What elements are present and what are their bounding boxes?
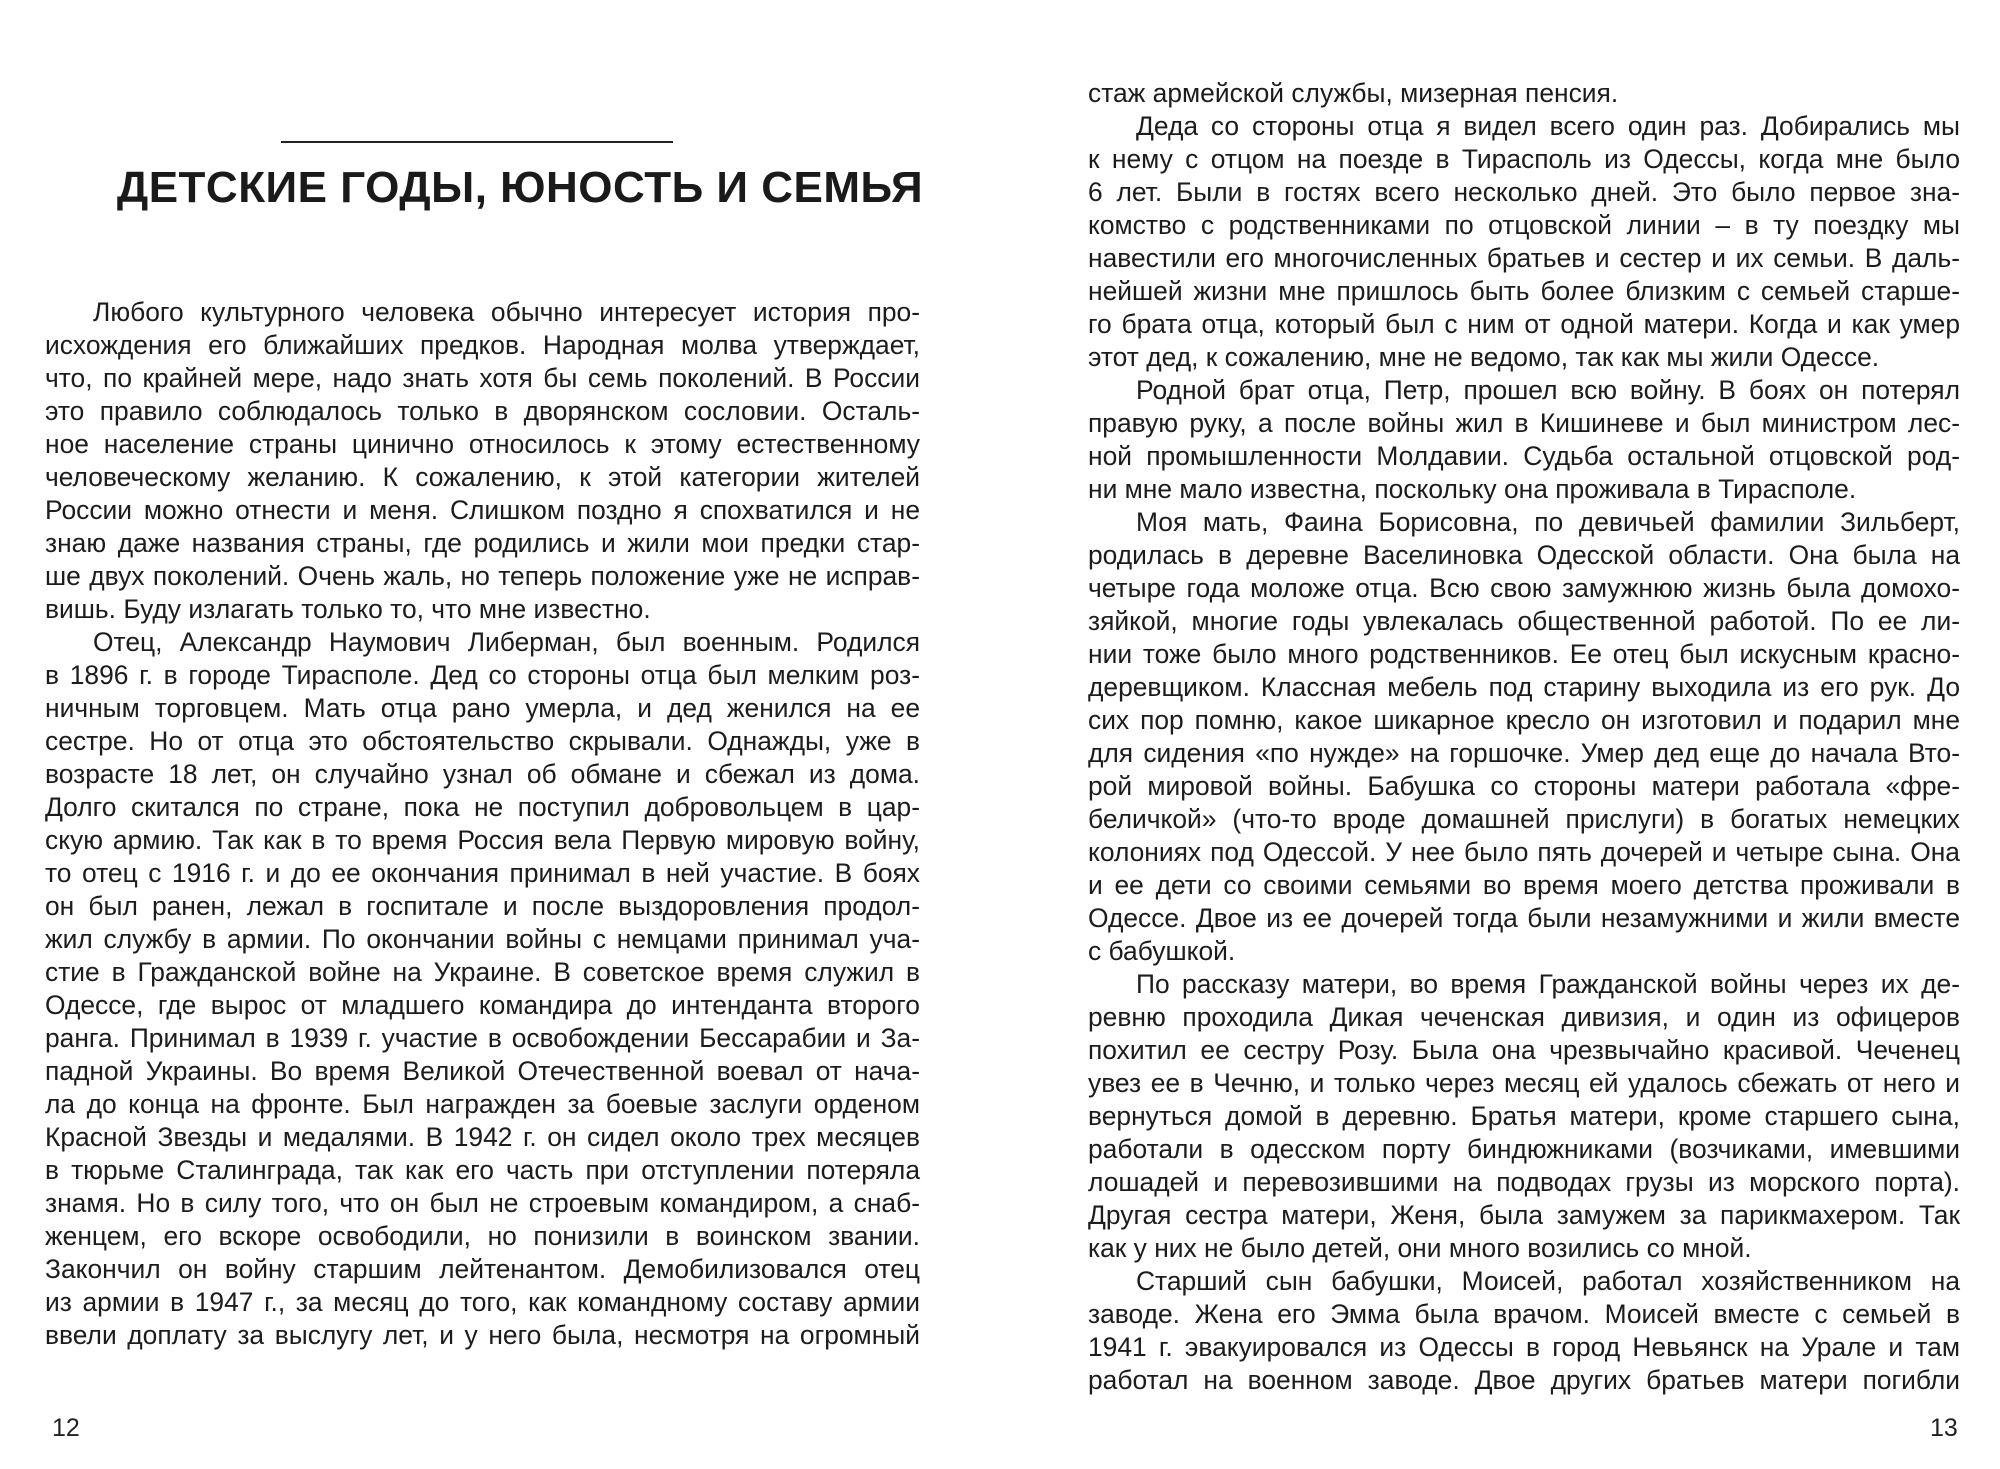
text-line: увез ее в Чечню, и только через месяц ей удалось сбежать от него и [1088,1068,1960,1098]
text-line: ничным торговцем. Мать отца рано умерла, и дед женился на ее [45,693,920,723]
page-number: 12 [52,1414,80,1442]
text-line: ранга. Принимал в 1939 г. участие в освобождении Бессарабии и За- [45,1023,920,1053]
text-line: По рассказу матери, во время Гражданской войны через их де- [1136,969,1960,999]
text-line: жил службу в армии. По окончании войны с немцами принимал уча- [45,924,920,954]
text-line: беличкой» (что-то вроде домашней прислуги) в богатых немецких [1088,804,1960,834]
text-line: деревщиком. Классная мебель под старину выходила из его рук. До [1088,672,1960,702]
text-line: 1941 г. эвакуировался из Одессы в город Невьянск на Урале и там [1088,1332,1960,1362]
text-line: Другая сестра матери, Женя, была замужем за парикмахером. Так [1088,1200,1960,1230]
text-line: ла до конца на фронте. Был награжден за боевые заслуги орденом [45,1089,920,1119]
text-line: нейшей жизни мне пришлось быть более близким с семьей старше- [1088,276,1960,306]
text-line: Долго скитался по стране, пока не поступил добровольцем в цар- [45,792,920,822]
text-line: Красной Звезды и медалями. В 1942 г. он сидел около трех месяцев [45,1122,920,1152]
text-line: возрасте 18 лет, он случайно узнал об обмане и сбежал из дома. [45,759,920,789]
text-line: навестили его многочисленных братьев и сестер и их семьи. В даль- [1088,243,1960,273]
text-line: человеческому желанию. К сожалению, к этой категории жителей [45,462,920,492]
text-line: ше двух поколений. Очень жаль, но теперь положение уже не исправ- [45,561,920,591]
text-line: и ее дети со своими семьями во время моего детства проживали в [1088,870,1960,900]
text-line: работал на военном заводе. Двое других братьев матери погибли [1088,1365,1960,1395]
text-line: родилась в деревне Васелиновка Одесской области. Она была на [1088,540,1960,570]
text-line: ное население страны цинично относилось к этому естественному [45,429,920,459]
text-line: го брата отца, который был с ним от одной матери. Когда и как умер [1088,309,1960,339]
text-line: из армии в 1947 г., за месяц до того, как командному составу армии [45,1287,920,1317]
title-rule [281,141,673,143]
text-line: Любого культурного человека обычно интересует история про- [93,297,920,327]
text-line: комство с родственниками по отцовской линии – в ту поездку мы [1088,210,1960,240]
text-line: рой мировой войны. Бабушка со стороны матери работала «фре- [1088,771,1960,801]
text-line: этот дед, к сожалению, мне не ведомо, так как мы жили Одессе. [1088,342,1880,372]
text-line: Одессе, где вырос от младшего командира до интенданта второго [45,990,920,1020]
text-line: сих пор помню, какое шикарное кресло он изготовил и подарил мне [1088,705,1960,735]
text-line: похитил ее сестру Розу. Была она чрезвычайно красивой. Чеченец [1088,1035,1960,1065]
text-line: он был ранен, лежал в госпитале и после выздоровления продол- [45,891,920,921]
text-line: знамя. Но в силу того, что он был не строевым командиром, а снаб- [45,1188,920,1218]
text-line: к нему с отцом на поезде в Тирасполь из Одессы, когда мне было [1088,144,1960,174]
text-line: ной промышленности Молдавии. Судьба остальной отцовской род- [1088,441,1960,471]
text-line: это правило соблюдалось только в дворянском сословии. Осталь- [45,396,920,426]
text-line: лошадей и перевозившими на подводах грузы из морского порта). [1088,1167,1960,1197]
text-line: женцем, его вскоре освободили, но понизили в воинском звании. [45,1221,920,1251]
text-line: сестре. Но от отца это обстоятельство скрывали. Однажды, уже в [45,726,920,756]
text-line: нии тоже было много родственников. Ее отец был искусным красно- [1088,639,1960,669]
text-line: правую руку, а после войны жил в Кишиневе и был министром лес- [1088,408,1960,438]
chapter-title: ДЕТСКИЕ ГОДЫ, ЮНОСТЬ И СЕМЬЯ [116,163,924,212]
text-line: работали в одесском порту биндюжниками (возчиками, имевшими [1088,1134,1960,1164]
text-line: в тюрьме Сталинграда, так как его часть при отступлении потеряла [45,1155,920,1185]
text-line: в 1896 г. в городе Тирасполе. Дед со стороны отца был мелким роз- [45,660,920,690]
text-line: заводе. Жена его Эмма была врачом. Моисей вместе с семьей в [1088,1299,1960,1329]
text-line: для сидения «по нужде» на горшочке. Умер дед еще до начала Вто- [1088,738,1960,768]
text-line: падной Украины. Во время Великой Отечественной воевал от нача- [45,1056,920,1086]
text-line: Родной брат отца, Петр, прошел всю войну. В боях он потерял [1136,375,1960,405]
text-line: вишь. Буду излагать только то, что мне известно. [45,594,651,624]
text-line: стаж армейской службы, мизерная пенсия. [1088,78,1619,108]
text-line: с бабушкой. [1088,936,1236,966]
text-line: что, по крайней мере, надо знать хотя бы семь поколений. В России [45,363,920,393]
text-line: 6 лет. Были в гостях всего несколько дней. Это было первое зна- [1088,177,1960,207]
text-line: России можно отнести и меня. Слишком поздно я спохватился и не [45,495,920,525]
text-line: вернуться домой в деревню. Братья матери, кроме старшего сына, [1088,1101,1960,1131]
text-line: четыре года моложе отца. Всю свою замужнюю жизнь была домохо- [1088,573,1960,603]
text-line: как у них не было детей, они много возились со мной. [1088,1233,1752,1263]
text-line: Старший сын бабушки, Моисей, работал хозяйственником на [1136,1266,1960,1296]
text-line: Отец, Александр Наумович Либерман, был военным. Родился [93,627,920,657]
text-line: зяйкой, многие годы увлекалась общественной работой. По ее ли- [1088,606,1960,636]
page-number: 13 [1930,1414,1958,1442]
text-line: ревню проходила Дикая чеченская дивизия, и один из офицеров [1088,1002,1960,1032]
text-line: знаю даже названия страны, где родились и жили мои предки стар- [45,528,920,558]
right-page [1000,0,2000,1469]
text-line: Одессе. Двое из ее дочерей тогда были незамужними и жили вместе [1088,903,1960,933]
text-line: ни мне мало известна, поскольку она проживала в Тирасполе. [1088,474,1857,504]
text-line: стие в Гражданской войне на Украине. В советское время служил в [45,957,920,987]
text-line: Закончил он войну старшим лейтенантом. Демобилизовался отец [45,1254,920,1284]
text-line: колониях под Одессой. У нее было пять дочерей и четыре сына. Она [1088,837,1960,867]
text-line: исхождения его ближайших предков. Народная молва утверждает, [45,330,920,360]
text-line: Деда со стороны отца я видел всего один раз. Добирались мы [1136,111,1960,141]
text-line: ввели доплату за выслугу лет, и у него была, несмотря на огромный [45,1320,920,1350]
text-line: Моя мать, Фаина Борисовна, по девичьей фамилии Зильберт, [1136,507,1960,537]
text-line: скую армию. Так как в то время Россия вела Первую мировую войну, [45,825,920,855]
text-line: то отец с 1916 г. и до ее окончания принимал в ней участие. В боях [45,858,920,888]
